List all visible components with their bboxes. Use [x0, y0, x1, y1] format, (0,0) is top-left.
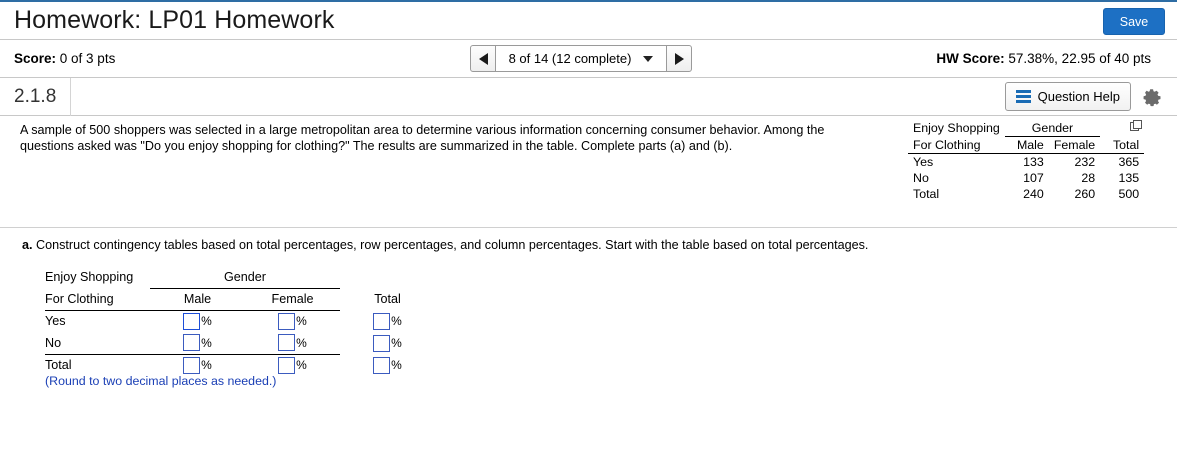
question-help-label: Question Help [1037, 89, 1120, 104]
answer-col-female: Female [245, 288, 340, 310]
part-a-label: a. [22, 238, 33, 252]
data-cell-female: 232 [1074, 155, 1096, 169]
gear-icon[interactable] [1141, 86, 1163, 108]
answer-cell-male-no [150, 332, 245, 354]
data-corner-line2: For Clothing [908, 137, 1005, 154]
answer-row-label: No [45, 332, 150, 354]
table-row [908, 170, 1144, 186]
hw-score-value: 57.38%, 22.95 of 40 pts [1004, 51, 1151, 66]
data-cell-male: 133 [1023, 155, 1044, 169]
percent-sign: % [391, 336, 402, 350]
answer-col-male: Male [150, 288, 245, 310]
input-no-total[interactable] [373, 335, 390, 352]
data-cell-total: 365 [1118, 155, 1140, 169]
triangle-right-icon [675, 53, 684, 65]
question-help-button[interactable] [1005, 82, 1131, 111]
score-display [0, 51, 115, 66]
list-icon [1016, 90, 1031, 103]
question-bar [0, 78, 1177, 116]
copy-icon[interactable] [1130, 120, 1144, 132]
answer-cell-male-total [150, 354, 245, 376]
score-bar [0, 40, 1177, 78]
answer-cell-female-yes [245, 310, 340, 332]
part-a-prompt [22, 238, 868, 252]
section-divider [0, 227, 1177, 228]
data-cell-female: 28 [1081, 171, 1096, 185]
part-a-text: Construct contingency tables based on total percentages, row percentages, and column percentages. Start with the table based on total percentages. [32, 238, 869, 252]
input-total-female[interactable] [278, 357, 295, 374]
data-row-label: Yes [913, 155, 934, 169]
input-yes-male[interactable] [183, 313, 200, 330]
title-bar [0, 0, 1177, 40]
table-row [908, 186, 1144, 202]
question-number: 2.1.8 [0, 78, 71, 116]
table-row [908, 154, 1144, 171]
table-row [45, 332, 435, 354]
data-row-label: Total [913, 187, 940, 201]
percent-sign: % [201, 335, 212, 350]
percent-sign: % [391, 358, 402, 372]
score-value: 0 of 3 pts [56, 51, 116, 66]
data-cell-female: 260 [1074, 187, 1096, 201]
data-col-male: Male [1005, 137, 1049, 154]
question-navigator [470, 45, 692, 72]
answer-contingency-table [45, 266, 435, 376]
answer-cell-total-no [340, 332, 435, 354]
percent-sign: % [296, 314, 307, 329]
score-label: Score: [14, 51, 57, 66]
question-stem: A sample of 500 shoppers was selected in a large metropolitan area to determine various information concerning consumer behavior. Among the questions asked was "Do you enjoy shopping for clothing?" The results are summarized in the table. Complete parts (a) and (b). [20, 123, 825, 153]
input-yes-female[interactable] [278, 313, 295, 330]
input-total-male[interactable] [183, 357, 200, 374]
data-cell-male: 107 [1023, 171, 1044, 185]
question-selector[interactable] [496, 45, 666, 72]
percent-sign: % [296, 335, 307, 350]
data-cell-total: 500 [1118, 187, 1140, 201]
answer-cell-male-yes [150, 310, 245, 332]
data-corner-line1: Enjoy Shopping [913, 121, 1000, 136]
next-question-button[interactable] [666, 45, 692, 72]
hw-score-display [936, 51, 1151, 66]
data-cell-male: 240 [1023, 187, 1044, 201]
data-cell-total: 135 [1118, 171, 1140, 185]
page-title: Homework: LP01 Homework [14, 6, 335, 34]
question-selector-label: 8 of 14 (12 complete) [508, 51, 632, 66]
previous-question-button[interactable] [470, 45, 496, 72]
answer-row-label: Yes [45, 314, 66, 329]
triangle-left-icon [479, 53, 488, 65]
data-col-total: Total [1100, 137, 1144, 154]
answer-col-total: Total [374, 292, 401, 306]
percent-sign: % [201, 314, 212, 329]
answer-group-header: Gender [150, 266, 340, 288]
data-row-label: No [913, 171, 929, 185]
hw-score-label: HW Score: [936, 51, 1005, 66]
percent-sign: % [296, 358, 307, 373]
answer-row-label: Total [45, 358, 72, 373]
answer-cell-total-total [340, 354, 435, 376]
percent-sign: % [201, 358, 212, 373]
input-no-female[interactable] [278, 334, 295, 351]
input-no-male[interactable] [183, 334, 200, 351]
answer-cell-female-total [245, 354, 340, 376]
answer-cell-total-yes [340, 310, 435, 332]
table-row [45, 310, 435, 332]
question-content [0, 116, 1177, 388]
data-col-female: Female [1049, 137, 1100, 154]
data-group-header: Gender [1005, 120, 1100, 137]
input-yes-total[interactable] [373, 313, 390, 330]
table-row [45, 354, 435, 376]
percent-sign: % [391, 314, 402, 328]
save-button[interactable]: Save [1103, 8, 1165, 35]
given-data-table [908, 120, 1144, 202]
rounding-note: (Round to two decimal places as needed.) [45, 374, 277, 388]
answer-cell-female-no [245, 332, 340, 354]
chevron-down-icon [643, 56, 653, 62]
input-total-total[interactable] [373, 357, 390, 374]
answer-corner-line2: For Clothing [45, 288, 150, 310]
answer-corner-line1: Enjoy Shopping [45, 270, 134, 284]
